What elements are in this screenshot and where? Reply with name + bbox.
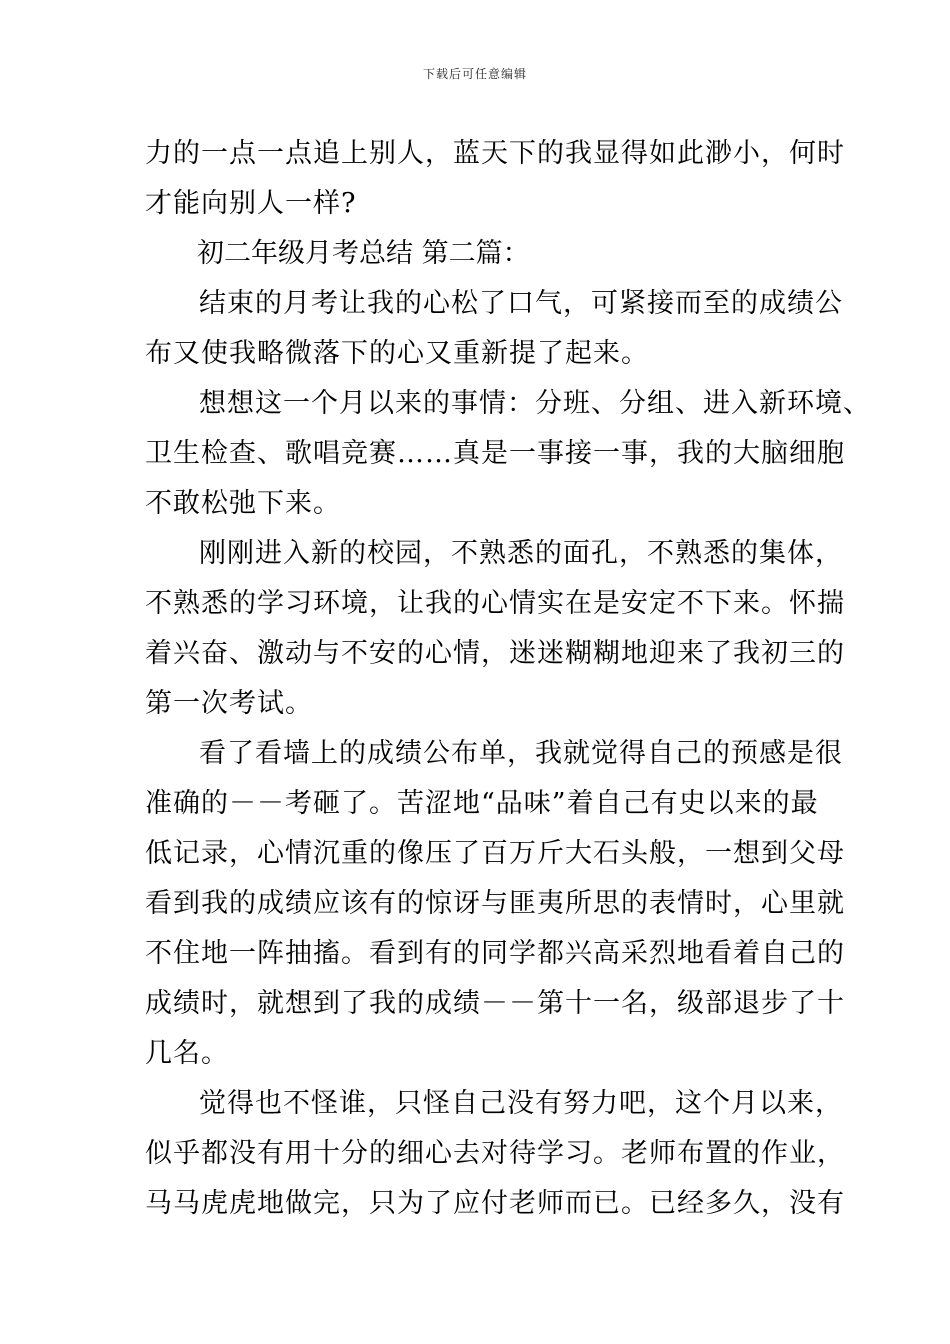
text-line: 成绩时，就想到了我的成绩－－第十一名，级部退步了十 [145,988,845,1019]
paragraph-first-line: 觉得也不怪谁，只怪自己没有努力吧，这个月以来， [199,1088,843,1119]
text-line: 马马虎虎地做完，只为了应付老师而已。已经多久，没有 [145,1188,845,1219]
paragraph-first-line: 看了看墙上的成绩公布单，我就觉得自己的预感是很 [199,738,843,769]
page-header: 下载后可任意编辑 [422,67,527,81]
text-line: 似乎都没有用十分的细心去对待学习。老师布置的作业， [145,1138,845,1169]
text-line: 布又使我略微落下的心又重新提了起来。 [145,338,649,369]
document-body [145,129,871,1229]
text-line: 几名。 [145,1038,229,1069]
text-line: 低记录，心情沉重的像压了百万斤大石头般，一想到父母 [145,838,845,869]
text-line: 不住地一阵抽搐。看到有的同学都兴高采烈地看着自己的 [145,938,845,969]
text-line: 看到我的成绩应该有的惊讶与匪夷所思的表情时，心里就 [145,888,845,919]
text-line: 才能向别人一样? [145,188,357,219]
text-line: 力的一点一点追上别人，蓝天下的我显得如此渺小，何时 [145,138,845,169]
text-line: 准确的－－考砸了。苦涩地“品味”着自己有史以来的最 [145,788,819,819]
section-heading: 初二年级月考总结 第二篇： [197,238,530,269]
text-line: 不敢松弛下来。 [145,488,341,519]
text-line: 卫生检查、歌唱竞赛……真是一事接一事，我的大脑细胞 [145,438,845,469]
paragraph-first-line: 结束的月考让我的心松了口气，可紧接而至的成绩公 [199,288,843,319]
paragraph-first-line: 刚刚进入新的校园，不熟悉的面孔，不熟悉的集体， [199,538,843,569]
text-line: 第一次考试。 [145,688,313,719]
text-line: 不熟悉的学习环境，让我的心情实在是安定不下来。怀揣 [145,588,845,619]
paragraph-first-line: 想想这一个月以来的事情：分班、分组、进入新环境、 [199,388,871,419]
text-line: 着兴奋、激动与不安的心情，迷迷糊糊地迎来了我初三的 [145,638,845,669]
